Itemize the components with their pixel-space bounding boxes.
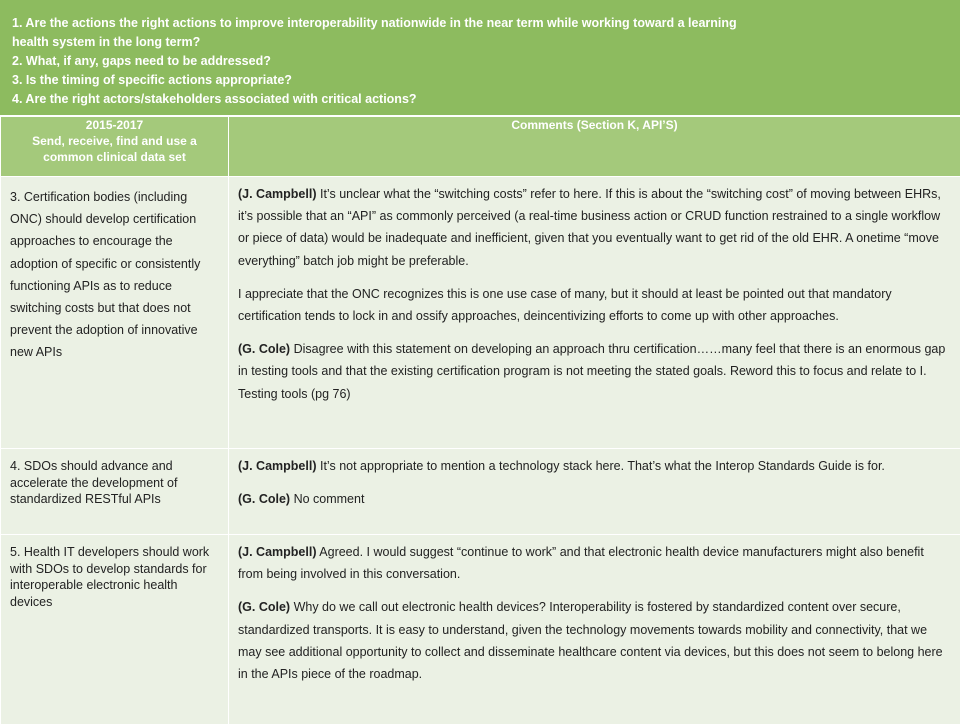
comment-text: It’s not appropriate to mention a technology stack here. That’s what the Interop Standards Guide is for. — [317, 459, 885, 473]
comment-author: (J. Campbell) — [238, 545, 317, 559]
comment — [238, 183, 951, 272]
table-header-row — [1, 117, 960, 177]
comment — [238, 488, 951, 510]
comment-text: No comment — [290, 492, 364, 506]
action-text: 3. Certification bodies (including ONC) should develop certification approaches to encourage the adoption of specific or consistently functioning APIs as to reduce switching costs but that does not prevent the adoption of innovative new APIs — [2, 178, 227, 364]
question-line: health system in the long term? — [12, 33, 948, 52]
comment-text: Agreed. I would suggest “continue to work” and that electronic health device manufacturers might also benefit from being involved in this conversation. — [238, 545, 924, 581]
action-column-header — [1, 117, 229, 177]
action-text: 4. SDOs should advance and accelerate the development of standardized RESTful APIs — [2, 450, 227, 508]
comments-table — [0, 116, 960, 725]
comment — [238, 283, 951, 327]
comment-author: (J. Campbell) — [238, 459, 317, 473]
comments-cell — [229, 177, 960, 449]
comment-text: It’s unclear what the “switching costs” refer to here. If this is about the “switching cost” of moving between EHRs, it’s possible that an “API” as commonly perceived (a real-time business action or CRUD function restrained to a single workflow or piece of data) would be inadequate and inefficient, given that you eventually want to get rid of the old EHR. A onetime “move everything” batch job might be preferable. — [238, 187, 941, 268]
comment — [238, 455, 951, 477]
table-row — [1, 535, 960, 725]
table-row — [1, 177, 960, 449]
comments-cell — [229, 535, 960, 725]
action-cell — [1, 449, 229, 535]
question-line: 1. Are the actions the right actions to improve interoperability nationwide in the near term while working toward a learning — [12, 14, 948, 33]
comment-author: (J. Campbell) — [238, 187, 317, 201]
comments-column-header: Comments (Section K, API’S) — [229, 117, 960, 177]
questions-banner — [0, 0, 960, 115]
comment-text: I appreciate that the ONC recognizes this is one use case of many, but it should at least be pointed out that mandatory certification tends to lock in and ossify approaches, deincentivizing efforts to come up with other approaches. — [238, 287, 892, 323]
comment — [238, 596, 951, 685]
table-row — [1, 449, 960, 535]
comments-cell — [229, 449, 960, 535]
header-theme-line: Send, receive, find and use a — [7, 133, 222, 149]
header-period: 2015-2017 — [7, 117, 222, 133]
comment-author: (G. Cole) — [238, 342, 290, 356]
action-text: 5. Health IT developers should work with SDOs to develop standards for interoperable electronic health devices — [2, 536, 227, 610]
question-line: 4. Are the right actors/stakeholders associated with critical actions? — [12, 90, 948, 109]
comment-text: Disagree with this statement on developing an approach thru certification……many feel that there is an enormous gap in testing tools and that the existing certification program is not meeting the stated goals. Reword this to focus and relate to I. Testing tools (pg 76) — [238, 342, 945, 400]
comment-text: Why do we call out electronic health devices? Interoperability is fostered by standardized content over secure, standardized transports. It is easy to understand, given the technology movements towards mobility and connectivity, that we may see additional opportunity to collect and disseminate healthcare content via devices, but this does not seem to belong here in the APIs piece of the roadmap. — [238, 600, 943, 681]
comment — [238, 338, 951, 405]
question-line: 3. Is the timing of specific actions appropriate? — [12, 71, 948, 90]
comment — [238, 541, 951, 585]
action-cell — [1, 177, 229, 449]
action-cell — [1, 535, 229, 725]
comment-author: (G. Cole) — [238, 600, 290, 614]
header-theme-line: common clinical data set — [7, 149, 222, 165]
question-line: 2. What, if any, gaps need to be addressed? — [12, 52, 948, 71]
comment-author: (G. Cole) — [238, 492, 290, 506]
